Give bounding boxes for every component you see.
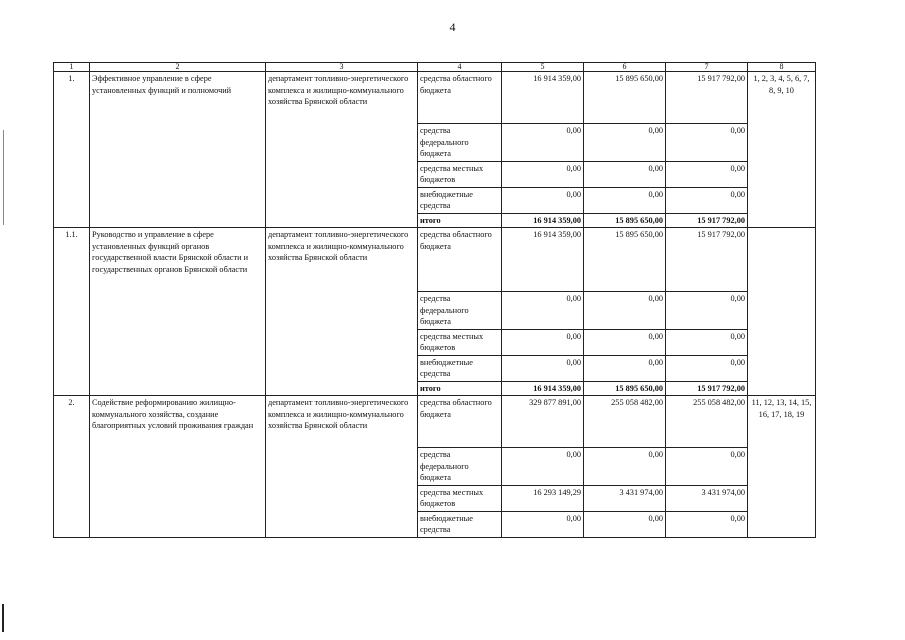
amount-col6: 0,00 [584,292,666,330]
amount-col7: 255 058 482,00 [666,396,748,448]
amount-col6: 0,00 [584,511,666,537]
amount-col5: 16 914 359,00 [502,213,584,228]
funding-source: средства федерального бюджета [418,124,502,162]
amount-col5: 16 914 359,00 [502,72,584,124]
funding-source: средства областного бюджета [418,72,502,124]
column-header: 3 [266,63,418,72]
amount-col7: 0,00 [666,511,748,537]
amount-col5: 0,00 [502,161,584,187]
page-number: 4 [449,20,456,34]
amount-col5: 0,00 [502,511,584,537]
column-header: 1 [54,63,90,72]
amount-col6: 255 058 482,00 [584,396,666,448]
funding-source: средства федерального бюджета [418,448,502,486]
amount-col6: 15 895 650,00 [584,228,666,292]
amount-col6: 0,00 [584,124,666,162]
funding-source: средства областного бюджета [418,396,502,448]
amount-col7: 0,00 [666,187,748,213]
amount-col7: 0,00 [666,124,748,162]
amount-col5: 0,00 [502,448,584,486]
column-header: 8 [748,63,816,72]
item-name: Содействие реформированию жилищно-коммунального хозяйства, создание благоприятных условий проживания граждан [90,396,266,538]
amount-col5: 329 877 891,00 [502,396,584,448]
amount-col7: 0,00 [666,161,748,187]
funding-source: внебюджетные средства [418,355,502,381]
column-header: 7 [666,63,748,72]
table-row [54,396,816,448]
item-executor: департамент топливно-энергетического комплекса и жилищно-коммунального хозяйства Брянской области [266,72,418,228]
amount-col7: 15 917 792,00 [666,228,748,292]
amount-col7: 15 917 792,00 [666,72,748,124]
amount-col5: 0,00 [502,187,584,213]
funding-table [53,62,816,538]
indicator-refs: 11, 12, 13, 14, 15, 16, 17, 18, 19 [748,396,816,538]
scan-margin-line [2,604,4,632]
amount-col5: 16 914 359,00 [502,228,584,292]
amount-col6: 0,00 [584,329,666,355]
amount-col6: 15 895 650,00 [584,381,666,396]
amount-col6: 0,00 [584,187,666,213]
indicator-refs [748,228,816,396]
column-header: 2 [90,63,266,72]
column-number-row [54,63,816,72]
funding-source: средства федерального бюджета [418,292,502,330]
item-executor: департамент топливно-энергетического комплекса и жилищно-коммунального хозяйства Брянской области [266,228,418,396]
item-name: Руководство и управление в сфере установленных функций органов государственной власти Брянской области и государственных органов Брянской области [90,228,266,396]
amount-col7: 0,00 [666,448,748,486]
column-header: 6 [584,63,666,72]
table-row [54,228,816,292]
column-header: 5 [502,63,584,72]
amount-col6: 15 895 650,00 [584,72,666,124]
funding-source: средства местных бюджетов [418,485,502,511]
item-number: 2. [54,396,90,538]
amount-col5: 0,00 [502,292,584,330]
table-row [54,72,816,124]
funding-source: внебюджетные средства [418,187,502,213]
item-executor: департамент топливно-энергетического комплекса и жилищно-коммунального хозяйства Брянской области [266,396,418,538]
amount-col6: 0,00 [584,355,666,381]
amount-col5: 16 914 359,00 [502,381,584,396]
funding-source: средства местных бюджетов [418,329,502,355]
indicator-refs: 1, 2, 3, 4, 5, 6, 7, 8, 9, 10 [748,72,816,228]
scan-margin-line [3,130,4,225]
funding-source: средства местных бюджетов [418,161,502,187]
item-number: 1. [54,72,90,228]
amount-col7: 15 917 792,00 [666,213,748,228]
funding-source: внебюджетные средства [418,511,502,537]
amount-col5: 0,00 [502,355,584,381]
amount-col7: 0,00 [666,355,748,381]
amount-col7: 0,00 [666,329,748,355]
amount-col6: 3 431 974,00 [584,485,666,511]
amount-col7: 3 431 974,00 [666,485,748,511]
amount-col5: 0,00 [502,329,584,355]
amount-col6: 0,00 [584,161,666,187]
amount-col5: 0,00 [502,124,584,162]
column-header: 4 [418,63,502,72]
funding-source: итого [418,381,502,396]
amount-col6: 0,00 [584,448,666,486]
funding-source: итого [418,213,502,228]
funding-source: средства областного бюджета [418,228,502,292]
amount-col6: 15 895 650,00 [584,213,666,228]
amount-col7: 15 917 792,00 [666,381,748,396]
amount-col7: 0,00 [666,292,748,330]
amount-col5: 16 293 149,29 [502,485,584,511]
item-number: 1.1. [54,228,90,396]
item-name: Эффективное управление в сфере установленных функций и полномочий [90,72,266,228]
